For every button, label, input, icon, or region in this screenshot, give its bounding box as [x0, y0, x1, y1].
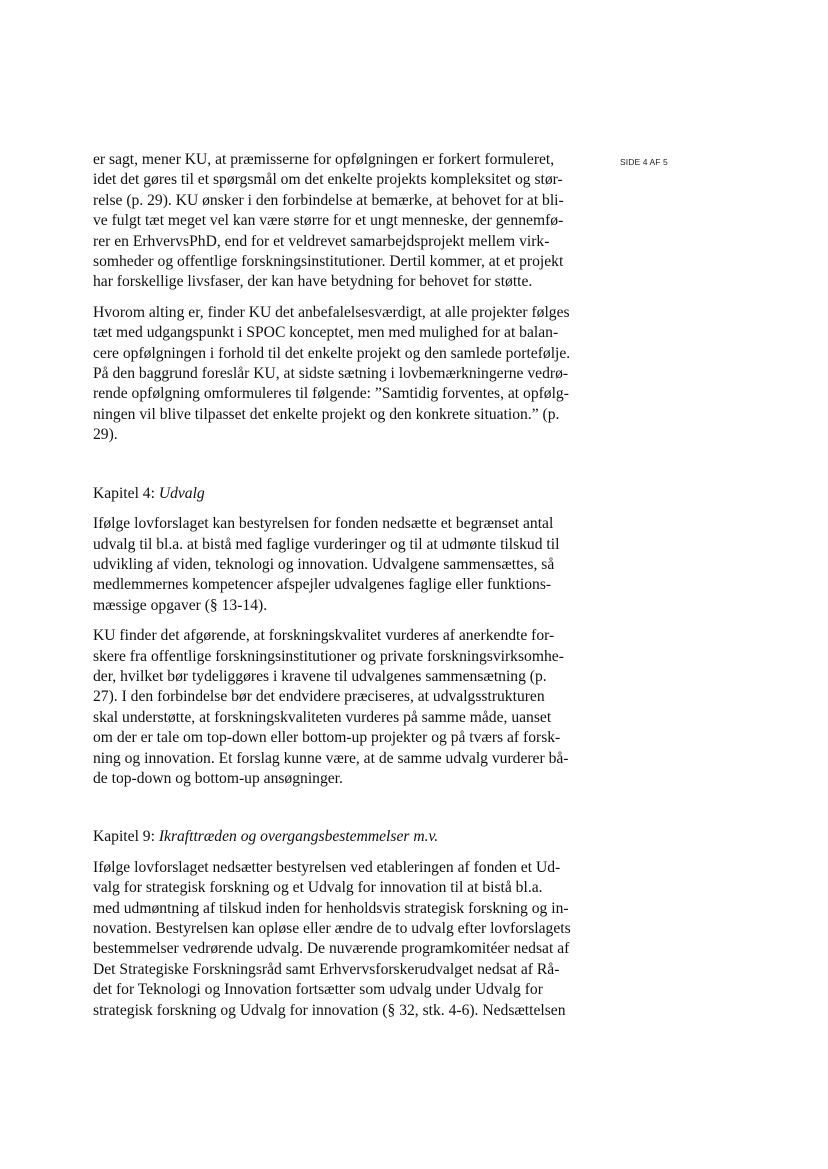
- section-continuation: [93, 150, 583, 446]
- paragraph-transition-rules: Ifølge lovforslaget nedsætter bestyrelsen ved etableringen af fonden et Ud- valg for strategisk forskning og et Udvalg for innovation til at bistå bl.a. med udmøntning af tilskud inden for henholdsvis strategisk forskning og in- novation. Bestyrelsen kan opløse eller ændre de to udvalg efter lovforslagets bestemmelser vedrørende udvalg. De nuværende programkomitéer nedsat af Det Strategiske Forskningsråd samt Erhvervsforskerudvalget nedsat af Rå- det for Teknologi og Innovation fortsætter som udvalg under Udvalg for strategisk forskning og Udvalg for innovation (§ 32, stk. 4-6). Nedsættelsen: [93, 858, 571, 1019]
- paragraph-spoc-recommendation: Hvorom alting er, finder KU det anbefalelsesværdigt, at alle projekter følges tæt med udgangspunkt i SPOC konceptet, men med mulighed for at balan- cere opfølgningen i forhold til det enkelte projekt og den samlede portefølje. På den baggrund foreslår KU, at sidste sætning i lovbemærkningerne vedrø- rende opfølgning omformuleres til følgende: ”Samtidig forventes, at opfølg- ningen vil blive tilpasset det enkelte projekt og den konkrete situation.” (p. 29).: [93, 303, 571, 444]
- section-kapitel-4: [93, 484, 583, 790]
- section-kapitel-9: [93, 827, 583, 1021]
- paragraph-research-quality: KU finder det afgørende, at forskningskvalitet vurderes af anerkendte for- skere fra offentlige forskningsinstitutioner og private forskningsvirksomhe- der, hvilket bør tydeliggøres i kravene til udvalgenes sammensætning (p. 27). I den forbindelse bør det endvidere præciseres, at udvalgsstrukturen skal understøtte, at forskningskvaliteten vurderes på samme måde, uanset om der er tale om top-down eller bottom-up projekter og på tværs af forsk- ning og innovation. Et forslag kunne være, at de samme udvalg vurderer bå- de top-down og bottom-up ansøgninger.: [93, 627, 569, 787]
- document-body: [93, 150, 583, 1021]
- section-heading: Kapitel 9: Ikrafttræden og overgangsbestemmelser m.v.: [93, 828, 439, 846]
- paragraph-udvalg-intro: Ifølge lovforslaget kan bestyrelsen for fonden nedsætte et begrænset antal udvalg til bl.a. at bistå med faglige vurderinger og til at udmønte tilskud til udvikling af viden, teknologi og innovation. Udvalgene sammensættes, så medlemmernes kompetencer afspejler udvalgenes faglige eller funktions- mæssige opgaver (§ 13-14).: [93, 515, 560, 614]
- paragraph-follow-up-premises: er sagt, mener KU, at præmisserne for opfølgningen er forkert formuleret, idet det gøres til et spørgsmål om det enkelte projekts kompleksitet og stør- relse (p. 29). KU ønsker i den forbindelse at bemærke, at behovet for at bli- ve fulgt tæt meget vel kan være større for et ungt menneske, der gennemfø- rer en ErhvervsPhD, end for et veldrevet samarbejdsprojekt mellem virk- somheder og offentlige forskningsinstitutioner. Dertil kommer, at et projekt har forskellige livsfaser, der kan have betydning for behovet for støtte.: [93, 151, 564, 291]
- page-number-label: SIDE 4 AF 5: [620, 157, 668, 167]
- section-heading: Kapitel 4: Udvalg: [93, 484, 205, 502]
